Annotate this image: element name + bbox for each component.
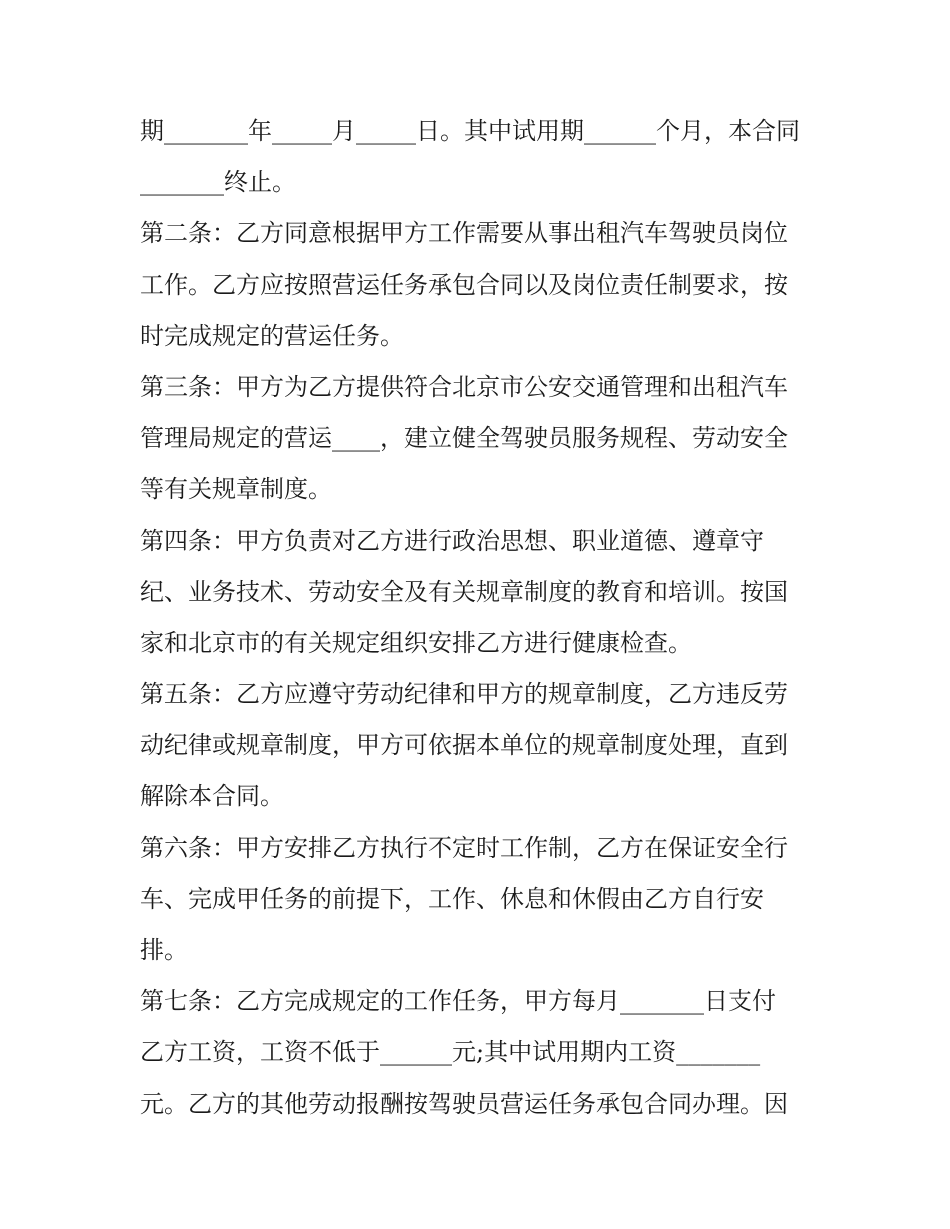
article-2-line: 第二条：乙方同意根据甲方工作需要从事出租汽车驾驶员岗位 [140,219,788,248]
article-4-line: 第四条：甲方负责对乙方进行政治思想、职业道德、遵章守 [140,526,764,555]
text-line: 元。乙方的其他劳动报酬按驾驶员营运任务承包合同办理。因 [140,1089,788,1118]
article-7-line: 第七条：乙方完成规定的工作任务，甲方每月_______日支付 [140,987,776,1016]
text-line: _______终止。 [140,168,296,197]
text-line: 解除本合同。 [140,782,284,811]
text-line: 时完成规定的营运任务。 [140,321,404,350]
text-line: 车、完成甲任务的前提下，工作、休息和休假由乙方自行安 [140,884,764,913]
article-6-line: 第六条：甲方安排乙方执行不定时工作制，乙方在保证安全行 [140,833,788,862]
article-3-line: 第三条：甲方为乙方提供符合北京市公安交通管理和出租汽车 [140,372,788,401]
text-line: 乙方工资，工资不低于______元;其中试用期内工资_______ [140,1038,761,1067]
text-line: 管理局规定的营运____，建立健全驾驶员服务规程、劳动安全 [140,424,788,453]
text-line: 动纪律或规章制度，甲方可依据本单位的规章制度处理，直到 [140,731,788,760]
text-line: 家和北京市的有关规定组织安排乙方进行健康检查。 [140,628,692,657]
text-line: 排。 [140,936,188,964]
article-5-line: 第五条：乙方应遵守劳动纪律和甲方的规章制度，乙方违反劳 [140,680,788,709]
contract-text [140,106,820,1130]
text-line: 期_______年_____月_____日。其中试用期______个月，本合同 [140,117,800,145]
text-line: 等有关规章制度。 [140,475,332,504]
text-line: 工作。乙方应按照营运任务承包合同以及岗位责任制要求，按 [140,270,788,299]
text-line: 纪、业务技术、劳动安全及有关规章制度的教育和培训。按国 [140,577,788,606]
